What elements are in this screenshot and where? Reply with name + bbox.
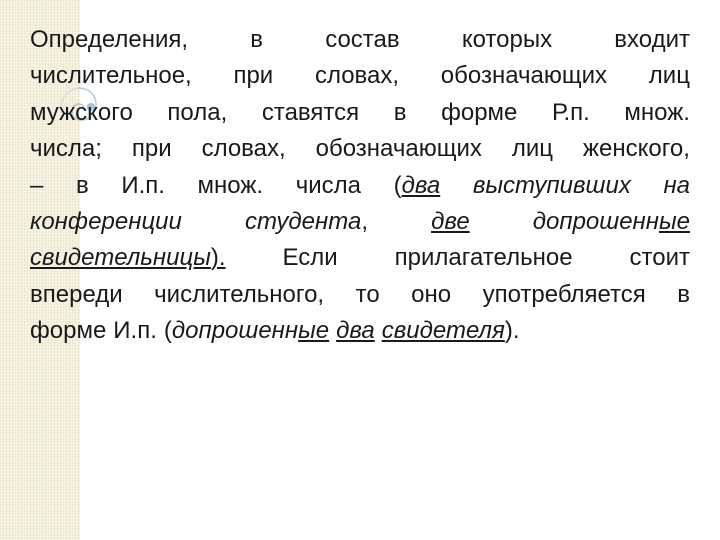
- word: ставятся: [261, 98, 360, 126]
- word: числительного,: [154, 280, 325, 308]
- word: женского,: [582, 135, 690, 163]
- word: И.п.: [121, 171, 165, 199]
- example-witnesses-fem: свидетельницы: [30, 244, 211, 272]
- example-word: свидетеля).: [381, 317, 520, 345]
- word: числа;: [30, 135, 102, 163]
- example-word: конференции: [30, 207, 182, 235]
- text-line: [30, 131, 690, 167]
- word: при: [131, 135, 172, 163]
- word: впереди: [30, 280, 123, 308]
- example-word: свидетельницы).: [30, 244, 226, 272]
- word: в: [75, 171, 89, 199]
- word: оно: [411, 280, 452, 308]
- word: мужского: [30, 98, 133, 126]
- text-line: [30, 95, 690, 131]
- word: Р.п.: [552, 98, 590, 126]
- text-line: [30, 168, 690, 204]
- word-stem: допрошенн: [532, 207, 659, 235]
- word: в: [393, 98, 407, 126]
- word: словах,: [314, 62, 400, 90]
- word: лиц: [648, 62, 690, 90]
- text-line: [30, 240, 690, 276]
- word: обозначающих: [315, 135, 482, 163]
- word: входит: [614, 26, 690, 53]
- word: в: [250, 26, 263, 53]
- word: употребляется: [482, 280, 646, 308]
- word: стоит: [629, 244, 690, 272]
- example-word: студента,: [244, 207, 368, 235]
- example-word: [533, 204, 690, 240]
- text-line: [30, 313, 690, 349]
- word: числительное,: [30, 62, 192, 90]
- example-word: (допрошенные: [163, 317, 330, 345]
- word: пола,: [167, 98, 228, 126]
- word: которых: [461, 26, 553, 53]
- word: множ.: [197, 171, 264, 199]
- text-line: [30, 277, 690, 313]
- word: обозначающих: [440, 62, 608, 90]
- main-paragraph: [30, 22, 690, 350]
- word-ending: ые: [658, 207, 690, 235]
- word: прилагательное: [394, 244, 573, 272]
- text-line: [30, 22, 690, 58]
- example-two-fem: две: [431, 207, 470, 235]
- word: в: [677, 280, 690, 308]
- word: множ.: [624, 98, 690, 126]
- word: Если: [282, 244, 338, 272]
- word: И.п.: [113, 317, 157, 345]
- word: словах,: [201, 135, 286, 163]
- word: форме: [30, 317, 107, 345]
- example-word: (два: [393, 171, 441, 199]
- word: форме: [441, 98, 518, 126]
- word: состав: [325, 26, 400, 53]
- word: при: [233, 62, 274, 90]
- example-two-masc: два: [401, 171, 441, 199]
- text-line: [30, 58, 690, 94]
- word: Определения,: [30, 26, 189, 53]
- example-student: студента: [244, 207, 362, 235]
- text-line: [30, 204, 690, 240]
- word: то: [355, 280, 380, 308]
- word-stem: допрошенн: [171, 317, 299, 345]
- word: –: [30, 171, 44, 199]
- example-witness-masc: свидетеля: [381, 317, 505, 345]
- word-ending: ые: [298, 317, 330, 345]
- example-word: на: [663, 171, 690, 199]
- word: лиц: [511, 135, 553, 163]
- example-two-masc: два: [336, 317, 375, 345]
- example-word: выступивших: [472, 171, 631, 199]
- word: числа: [295, 171, 361, 199]
